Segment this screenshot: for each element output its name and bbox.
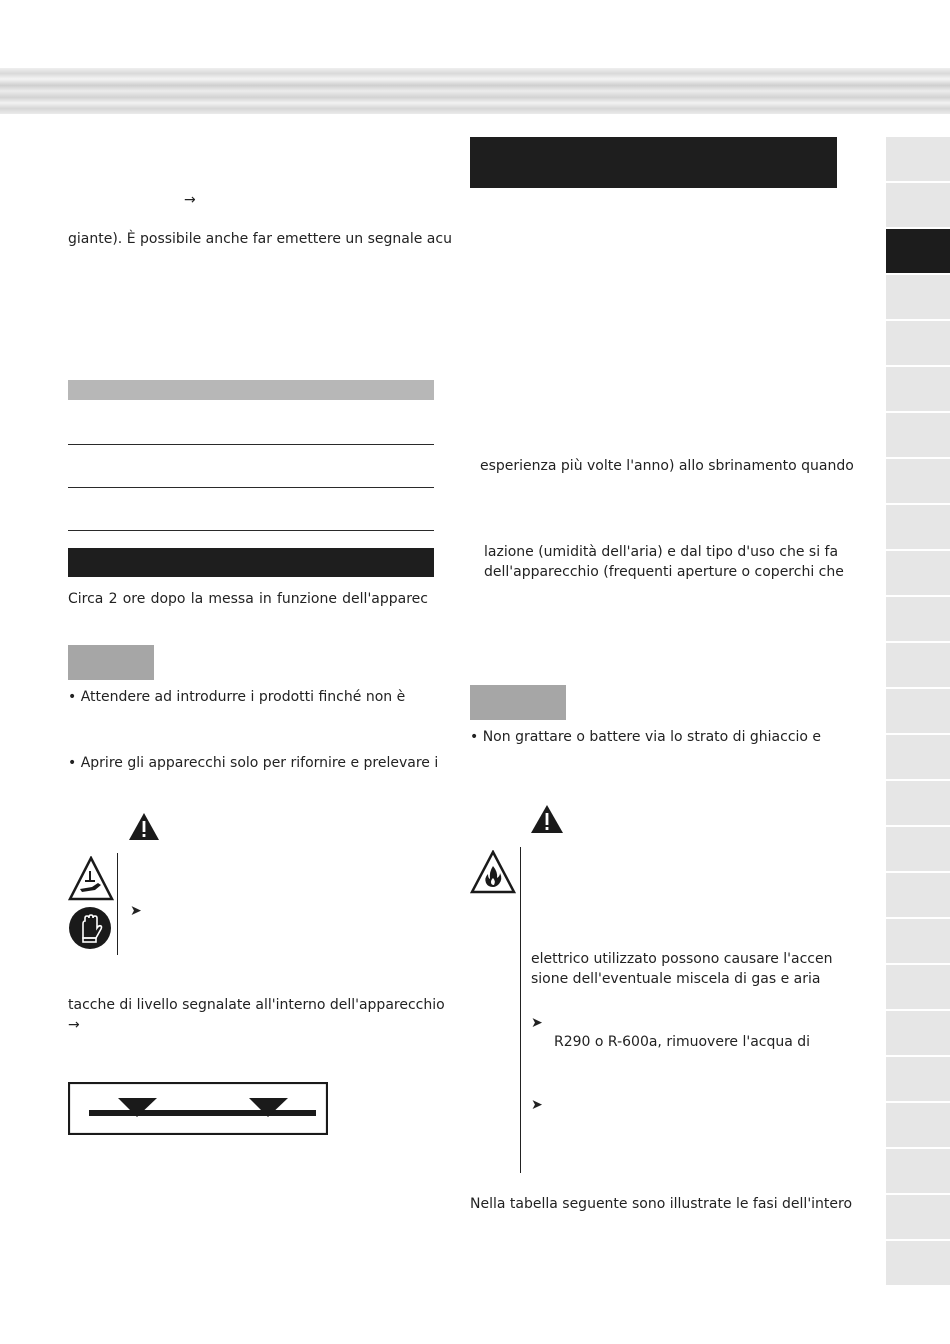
note-tag [470,685,566,720]
note-tag [68,645,154,680]
section-tab[interactable] [886,551,950,595]
arrow-bullet: ➤ [531,1015,543,1031]
section-tab[interactable] [886,597,950,641]
text-line-two-hours: Circa 2 ore dopo la messa in funzione dell'apparec [68,591,428,607]
section-tab[interactable] [886,505,950,549]
bullet-wait-products: • Attendere ad introdurre i prodotti finché non è [68,689,406,705]
arrow-bullet: ➤ [130,903,142,919]
section-tab[interactable] [886,183,950,227]
section-tab[interactable] [886,1057,950,1101]
section-tab[interactable] [886,827,950,871]
section-tab[interactable] [886,1149,950,1193]
section-tab-strip [886,137,950,1286]
section-tab[interactable] [886,781,950,825]
table-header-band [68,380,434,400]
section-tab[interactable] [886,689,950,733]
text-line-experience: esperienza più volte l'anno) allo sbrinamento quando [480,458,854,474]
arrow-symbol: → [68,1017,80,1033]
section-heading-bar [68,548,434,577]
table-rule [68,487,434,488]
section-tab[interactable] [886,643,950,687]
arrow-bullet: ➤ [531,1097,543,1113]
table-rule [68,444,434,445]
warning-triangle-icon [128,812,160,841]
fill-level-marker-icon [68,1082,328,1135]
flammable-icon [470,850,516,894]
section-tab[interactable] [886,413,950,457]
text-line-gas-mixture: sione dell'eventuale miscela di gas e aria [531,971,821,987]
section-tab[interactable] [886,1103,950,1147]
text-line-electrical: elettrico utilizzato possono causare l'accen [531,951,833,967]
text-line-table-phases: Nella tabella seguente sono illustrate le fasi dell'intero [470,1196,853,1212]
text-line-humidity: lazione (umidità dell'aria) e dal tipo d'uso che si fa [484,544,839,560]
section-tab-active[interactable] [886,229,950,273]
warning-divider [520,847,521,1173]
section-tab[interactable] [886,275,950,319]
section-tab[interactable] [886,1241,950,1285]
section-tab[interactable] [886,137,950,181]
text-line-refrigerant: R290 o R-600a, rimuovere l'acqua di [554,1034,811,1050]
table-rule [68,530,434,531]
section-tab[interactable] [886,919,950,963]
text-line-openings: dell'apparecchio (frequenti aperture o coperchi che [484,564,844,580]
bullet-do-not-scrape-ice: • Non grattare o battere via lo strato di ghiaccio e [470,729,822,745]
section-tab[interactable] [886,965,950,1009]
text-line-level-marks: tacche di livello segnalate all'interno dell'apparecchio [68,997,445,1013]
section-tab[interactable] [886,873,950,917]
protective-gloves-icon [68,906,112,950]
section-tab[interactable] [886,735,950,779]
bullet-open-appliance: • Aprire gli apparecchi solo per rifornire e prelevare i [68,755,439,771]
warning-divider [117,853,118,955]
section-tab[interactable] [886,1011,950,1055]
section-tab[interactable] [886,1195,950,1239]
arrow-symbol: → [184,192,196,208]
header-bar [0,68,950,114]
text-line-acoustic-signal: giante). È possibile anche far emettere un segnale acu [68,231,452,247]
warning-triangle-icon [530,804,564,834]
section-heading-bar [470,137,837,188]
section-tab[interactable] [886,367,950,411]
section-tab[interactable] [886,321,950,365]
section-tab[interactable] [886,459,950,503]
hand-cold-hazard-icon [68,856,114,902]
